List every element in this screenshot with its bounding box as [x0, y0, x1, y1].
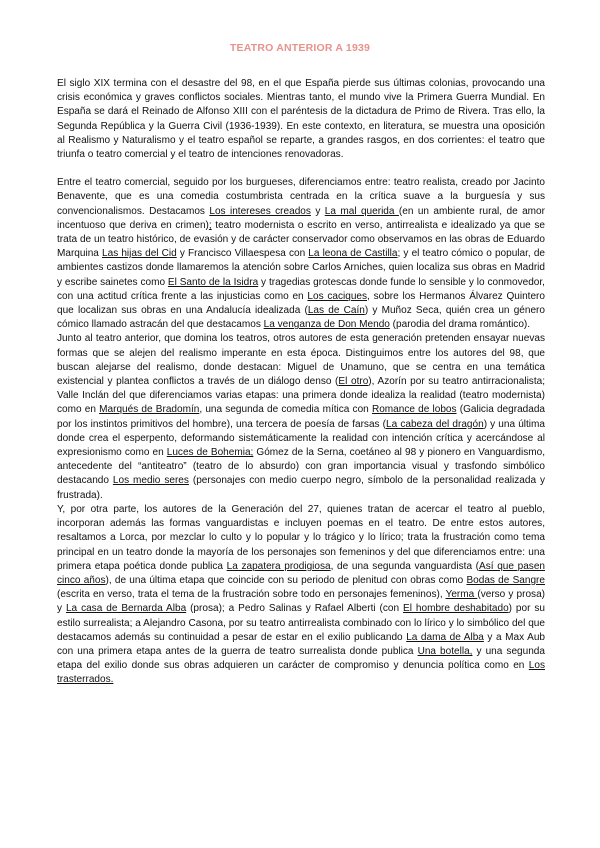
text-run: (verso y prosa) y [57, 589, 546, 615]
paragraph-renovating-theatre [57, 332, 545, 502]
paragraph-generation-27 [57, 503, 545, 688]
work-title: Yerma [445, 589, 478, 601]
text-run: (Galicia degradada por los instintos primitivos del hombre), una tercera de poesía de farsas ( [57, 404, 546, 430]
text-run: (personajes con medio cuerpo negro, símbolo de la personalidad realizada y frustrada). [57, 475, 545, 501]
text-run: , de una segunda vanguardista ( [330, 560, 480, 572]
work-title: Marqués de Bradomín [99, 404, 200, 416]
work-title: La cabeza del dragón [386, 418, 484, 430]
work-title: Romance de lobos [371, 404, 457, 416]
work-title: Los intereses creados [209, 205, 311, 217]
document-title: TEATRO ANTERIOR A 1939 [229, 42, 371, 54]
work-title: La leona de Castilla [308, 248, 398, 260]
text-run: , una segunda de comedia mítica con [199, 404, 372, 416]
text-run: y [310, 205, 325, 217]
text-run: El siglo XIX termina con el desastre del 98, en el que España pierde sus últimas colonias, provocando una crisis económica y graves conflictos sociales. Mientras tanto, el mundo vive la Primera Guerra Mundial. En España se dará el Reinado de Alfonso XIII con el paréntesis de la dictadura de Primo de Rivera. Tras ello, la Segunda República y la Guerra Civil (1936-1939). En este contexto, en literatura, se muestra una oposición al Realismo y Naturalismo y el teatro español se reparte, a grandes rasgos, en dos corrientes: el teatro que triunfa o teatro comercial y el teatro de intenciones renovadoras. [57, 78, 545, 161]
work-title: El hombre deshabitado [403, 603, 509, 615]
text-run: ), Azorín por su teatro antirracionalista; Valle Inclán del que diferenciamos varias etapas: una primera donde idealiza la realidad (teatro modernista) como en [57, 376, 546, 416]
text-run: y una segunda etapa del exilio donde sus obras adquieren un carácter de compromiso y denuncia política como en [57, 645, 545, 672]
work-title: Los trasterrados. [57, 660, 545, 686]
text-run: Gómez de la Serna, coetáneo al 98 y pionero en Vanguardismo, antecedente del “antiteatro” (teatro de lo absurdo) con gran importancia visual y trasfondo simbólico destacando [57, 447, 545, 487]
text-run: ), de una última etapa que coincide con su periodo de plenitud con obras como [105, 574, 467, 586]
text-run: y a Max Aub con una primera etapa antes de la guerra de teatro surrealista donde publica [57, 631, 545, 657]
text-run: (parodia del drama romántico). [389, 319, 531, 331]
work-title: Las hijas del Cid [102, 248, 177, 260]
text-run: Entre el teatro comercial, seguido por los burgueses, diferenciamos entre: teatro realista, creado por Jacinto Benavente, que es una comedia costumbrista centrada en la crítica suave a la burguesía y sus convencionalismos. Destacamos [57, 177, 545, 217]
text-run: y tragedias grotescas donde funde lo sensible y lo conmovedor, con una actitud crítica frente a las injusticias como en [57, 276, 545, 302]
work-title: Los medio seres [112, 475, 189, 487]
document-body [57, 77, 545, 688]
work-title: La casa de Bernarda Alba [65, 603, 187, 615]
work-title: La dama de Alba [406, 631, 484, 643]
paragraph-context [57, 77, 545, 162]
work-title: Las de Caín [307, 305, 365, 317]
work-title: Bodas de Sangre [466, 574, 545, 586]
work-title: ; [208, 219, 212, 231]
text-run: Junto al teatro anterior, que domina los teatros, otros autores de esta generación pretenden ensayar nuevas formas que se alejen del realismo imperante en esta época. Distinguimos entre los autores del 98, que buscan alejarse del realismo, donde destacan: Miguel de Unamuno, que se centra en una temática existencial y plantea conflictos a través de un diálogo denso ( [57, 333, 545, 388]
work-title: El otro [338, 376, 369, 388]
text-run: teatro modernista o escrito en verso, antirrealista e idealizado ya que se trata de un teatro histórico, de evasión y de carácter conservador como observamos en las obras de Eduardo Marquina [57, 219, 545, 260]
work-title: Una botella, [417, 645, 473, 657]
work-title: La zapatera prodigiosa [226, 560, 331, 572]
text-run: ) y una última donde crea el esperpento, deformando sistemáticamente la realidad con intención crítica y acercándose al expresionismo como en [57, 418, 545, 459]
text-run: (prosa); a Pedro Salinas y Rafael Alberti (con [186, 603, 404, 615]
work-title: Los caciques [307, 290, 368, 302]
work-title: Luces de Bohemia; [166, 447, 254, 459]
text-run: (en un ambiente rural, de amor incentuoso que deriva en crimen) [57, 205, 545, 231]
text-run: Y, por otra parte, los autores de la Generación del 27, quienes tratan de acercar el teatro al pueblo, incorporan además las formas vanguardistas e incluyen poemas en el teatro. De entre estos autores, resaltamos a Lorca, por mezclar lo culto y lo popular y lo trágico y lo lírico; trata la frustración como tema principal en un teatro donde la mayoría de los personajes son femeninos y del que diferenciamos entre: una primera etapa poética donde publica [57, 503, 545, 572]
text-run: (escrita en verso, trata el tema de la frustración sobre todo en personajes femeninos), [57, 589, 446, 601]
work-title: La mal querida [324, 205, 399, 217]
work-title: La venganza de Don Mendo [263, 319, 390, 331]
work-title: El Santo de la Isidra [167, 276, 259, 288]
text-run: ; y el teatro cómico o popular, de ambientes castizos donde llamaremos la atención sobre Carlos Arniches, quien localiza sus obras en Madrid y escribe sainetes como [57, 248, 545, 288]
text-run: , sobre los Hermanos Álvarez Quintero que localizan sus obras en una Andalucía idealizada ( [57, 290, 545, 317]
text-run: y Francisco Villaespesa con [176, 248, 309, 260]
text-run: ) y Muñoz Seca, quién crea un género cómico llamado astracán del que destacamos [57, 305, 545, 331]
work-title: Así que pasen cinco años [57, 560, 546, 586]
text-run: ) por su estilo surrealista; a Alejandro Casona, por su teatro antirrealista combinado con lo lírico y lo simbólico del que destacamos además su continuidad a pesar de estar en el exilio publicando [57, 603, 545, 643]
paragraph-commercial-theatre [57, 176, 545, 332]
